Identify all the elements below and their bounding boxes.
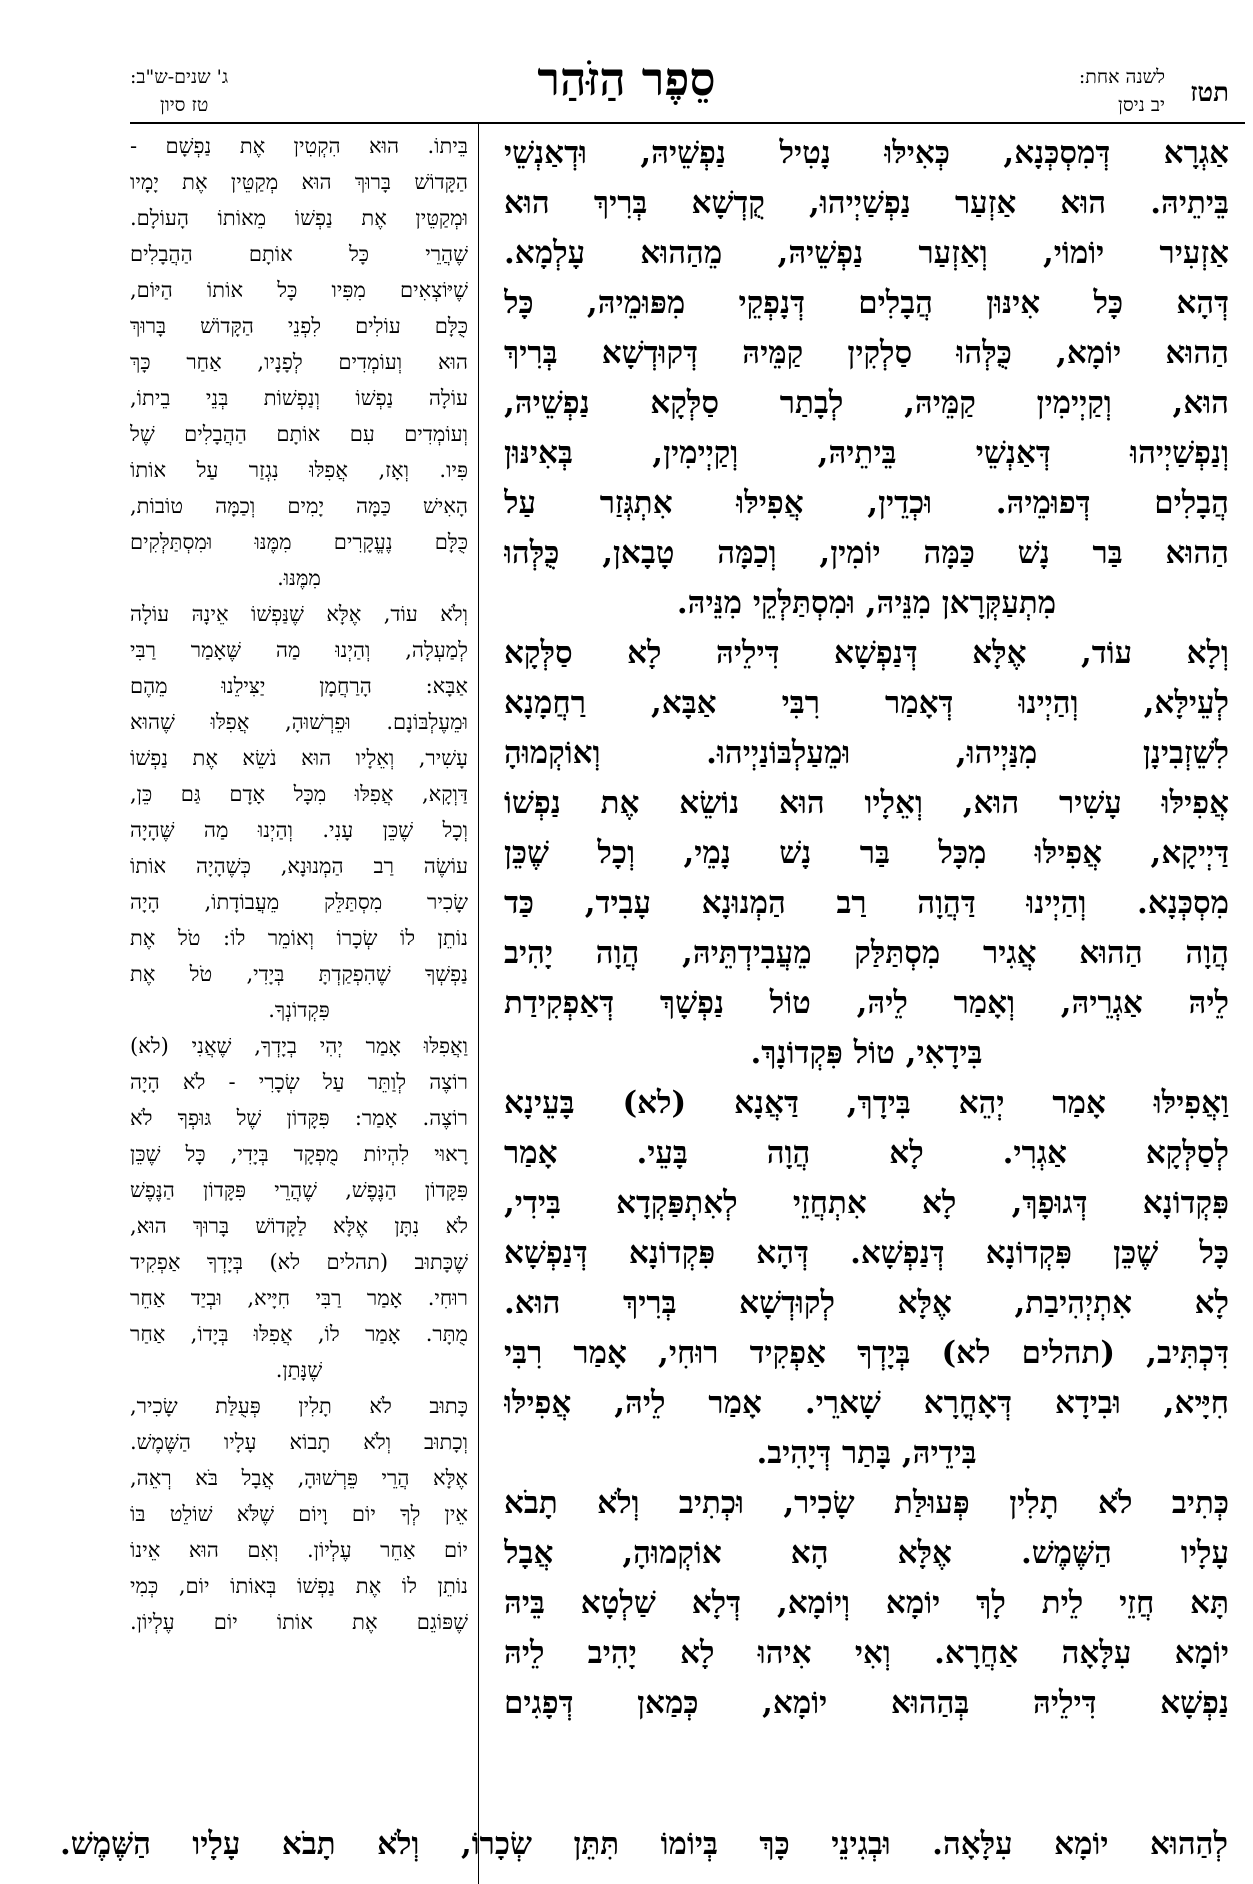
translation-text-line: הָאִישׁ כַּמָּה יָמִים וְכַמָּה טוֹבוֹת, [130, 494, 468, 518]
main-text-line: לְעֵילָּא, וְהַיְינוּ דְּאָמַר רִבִּי אַבָּא, רַחֲמָנָא [504, 685, 1229, 721]
main-text-line: מִתְעַקְּרָאן מִנֵּיהּ, וּמִסְתַּלְּקֵי מִנֵּיהּ. [676, 585, 1057, 621]
translation-text-line: וַאֲפִלּוּ אָמַר יְהִי בְיָדְךָ, שֶׁאֲנִי (לא) [130, 1034, 468, 1058]
translation-text-line: בֵּיתוֹ. הוּא הִקְטִין אֶת נַפְשָׁם - [130, 134, 468, 158]
main-text-line: וַאֲפִילּוּ אָמַר יְהֵא בִּידָךְ, דַּאֲנָא (לא) בָּעֵינָא [504, 1085, 1229, 1121]
main-text-line: הוּא, וְקַיְימִין קַמֵּיהּ, לְבָתַר סַלְּקָא נַפְשֵׁיהּ, [504, 385, 1229, 421]
main-text-line: בִּידֵיהּ, בָּתַר דְּיָהִיב. [756, 1435, 977, 1471]
translation-text-line: רוֹצֶה לְוַתֵּר עַל שְׂכָרִי - לֹא הָיָה [130, 1070, 468, 1094]
translation-text-line: פִּקָּדוֹן הַנֶּפֶשׁ, שֶׁהֲרֵי פִּקָּדוֹן הַנֶּפֶשׁ [130, 1178, 468, 1202]
translation-text-line: כָּתוּב לֹא תָלִין פְּעֻלַּת שָׂכִיר, [130, 1394, 468, 1418]
translation-text-line: כֻּלָּם נֶעֱקָרִים מִמֶּנּוּ וּמִסְתַּלְּקִים [130, 530, 468, 554]
main-text-line: לֵיהּ אַגְרֵיהּ, וְאָמַר לֵיהּ, טוֹל נַפְשָׁךְ דְּאַפְקִידַת [504, 985, 1229, 1021]
main-text-line: כְּתִיב לֹא תָלִין פְּעוּלַּת שָׂכִיר, וּכְתִיב וְלֹא תָבֹא [504, 1485, 1229, 1521]
main-text-last-line: לְהַהוּא יוֹמָא עִלָּאָה. וּבְגִינֵי כָּךְ בְּיוֹמוֹ תִּתֵּן שְׂכָרוֹ, וְלֹא תָבֹא עָלָיו הַשֶּׁמֶשׁ. [60, 1826, 1228, 1862]
translation-text-line: עָשִׁיר, וְאֵלָיו הוּא נֹשֵׂא אֶת נַפְשׁוֹ [130, 746, 468, 770]
translation-text-line: לְמַעְלָה, וְהַיְנוּ מַה שֶּׁאָמַר רַבִּי [130, 638, 468, 662]
translation-text-line: וְכָתוּב וְלֹא תָבוֹא עָלָיו הַשֶּׁמֶשׁ. [130, 1430, 468, 1454]
main-text-line: נַפְשָׁא דִּילֵיהּ בְּהַהוּא יוֹמָא, כְּמַאן דְּפָגִים [504, 1685, 1229, 1721]
page-title: סֵפֶר הַזֹּהַר [537, 52, 716, 106]
main-text-line: בִּידָאִי, טוֹל פִּקְדוֹנָךְ. [750, 1035, 983, 1071]
translation-text-line: מִמֶּנּוּ. [277, 566, 321, 590]
secondary-schedule-label: ג' שנים-ש"ב: [130, 66, 229, 88]
translation-text-line: עוֹשֶׂה רַב הַמְנוּנָא, כְּשֶׁהָיָה אוֹתוֹ [130, 854, 468, 878]
translation-text-line: אֵין לְךָ יוֹם וָיוֹם שֶׁלֹּא שׁוֹלֵט בּוֹ [130, 1502, 468, 1526]
main-text-line: לִשֵׁזְבִינָן מִנַּיְיהוּ, וּמֵעַלְבּוֹנַיְיהוּ. וְאוֹקְמוּהָ [504, 735, 1229, 771]
translation-text-line: שֶׁהֲרֵי כָּל אוֹתָם הַהֲבָלִים [130, 242, 468, 266]
translation-text-line: נַפְשְׁךָ שֶׁהִפְקַדְתָּ בְּיָדִי, טֹל אֶת [130, 962, 468, 986]
main-text-line: וְנַפְשַׁיְיהוּ דְּאַנְשֵׁי בֵּיתֵיהּ, וְקַיְימִין, בְּאִינּוּן [504, 435, 1229, 471]
translation-text-line: רוֹצֶה. אָמַר: פִּקָּדוֹן שֶׁל גּוּפְךָ לֹא [130, 1106, 468, 1130]
main-text-line: דְּהָא כָּל אִינּוּן הֲבָלִים דְּנָפְקֵי מִפּוּמֵיהּ, כָּל [504, 285, 1229, 321]
main-text-line: חִיָּיא, וּבִידָא דְּאָחֳרָא שָׁארֵי. אָמַר לֵיהּ, אֲפִילּוּ [504, 1385, 1229, 1421]
reading-schedule-date: יב ניסן [1118, 94, 1165, 116]
translation-text-line: וְלֹא עוֹד, אֶלָּא שֶׁנַּפְשׁוֹ אֵינָהּ עוֹלָה [130, 602, 468, 626]
header-rule [130, 122, 1245, 124]
translation-text-line: שֶׁכָּתוּב (תהלים לא) בְּיָדְךָ אַפְקִיד [130, 1250, 468, 1274]
main-text-line: הַהוּא יוֹמָא, כֻּלְּהוּ סַלְקִין קַמֵּיהּ דְּקוּדְשָׁא בְּרִיךְ [504, 335, 1229, 371]
page-number: תטז [1190, 78, 1229, 108]
translation-text-line: וּמְקַטֵּין אֶת נַפְשׁוֹ מֵאוֹתוֹ הָעוֹלָם. [130, 206, 468, 230]
reading-schedule-label: לשנה אחת: [1078, 66, 1165, 88]
translation-text-line: שֶׁיּוֹצְאִים מִפִּיו כָּל אוֹתוֹ הַיּוֹם, [130, 278, 468, 302]
main-text-line: הֲוָה הַהוּא אֲגִיר מִסְתַּלַּק מֵעֲבִידְתֵּיהּ, הֲוָה יָהִיב [504, 935, 1229, 971]
column-divider [478, 124, 479, 1884]
translation-text-line: אֶלָּא הֲרֵי פֵּרְשׁוּהָ, אֲבָל בֹּא רְאֵה, [130, 1466, 468, 1490]
translation-text-line: לֹא נִתָּן אֶלָּא לַקָּדוֹשׁ בָּרוּךְ הוּא, [130, 1214, 468, 1238]
secondary-schedule-date: טז סיון [160, 94, 209, 116]
translation-text-line: נוֹתֵן לוֹ שְׂכָרוֹ וְאוֹמֵר לוֹ: טֹל אֶת [130, 926, 468, 950]
translation-text-line: רוּחִי. אָמַר רַבִּי חִיָּיא, וּבְיַד אַחֵר [130, 1286, 468, 1310]
translation-text-line: שֶׁפּוֹגֵם אֶת אוֹתוֹ יוֹם עֶלְיוֹן. [130, 1610, 468, 1634]
translation-text-line: אַבָּא: הָרַחֲמָן יַצִּילֵנוּ מֵהֶם [130, 674, 468, 698]
translation-text-line: יוֹם אַחֵר עֶלְיוֹן. וְאִם הוּא אֵינוֹ [130, 1538, 468, 1562]
translation-text-line: שֶׁנָּתַן. [275, 1358, 323, 1382]
main-text-line: לְסַלְּקָא אַגְרִי. לָא הֲוָה בָּעֵי. אָמַר [504, 1135, 1229, 1171]
main-text-line: וְלָא עוֹד, אֶלָּא דְּנַפְשָׁא דִּילֵיהּ לָא סַלְּקָא [504, 635, 1229, 671]
translation-text-line: מֻתָּר. אָמַר לוֹ, אֲפִלּוּ בְּיָדוֹ, אַחַר [130, 1322, 468, 1346]
translation-text-line: רָאוּי לִהְיוֹת מֻפְקָד בְּיָדִי, כָּל שֶׁכֵּן [130, 1142, 468, 1166]
translation-text-line: דַּוְקָא, אֲפִלּוּ מִכָּל אָדָם גַּם כֵּן, [130, 782, 468, 806]
main-text-line: מִסְכְּנָא. וְהַיְינוּ דַּהֲוָה רַב הַמְנוּנָא עָבִיד, כַּד [504, 885, 1229, 921]
translation-text-line: פִּקְדוֹנְךָ. [268, 998, 330, 1022]
main-text-line: דִּכְתִּיב, (תהלים לא) בְּיָדְךָ אַפְקִיד רוּחִי, אָמַר רִבִּי [504, 1335, 1229, 1371]
main-text-line: הַהוּא בַּר נָשׁ כַּמָּה יוֹמִין, וְכַמָּה טָבָאן, כֻּלְּהוּ [504, 535, 1229, 571]
main-text-line: לָא אִתְיְהִיבַת, אֶלָּא לְקוּדְשָׁא בְּרִיךְ הוּא. [504, 1285, 1229, 1321]
main-text-line: כָּל שֶׁכֵּן פִּקְדוֹנָא דְּנַפְשָׁא. דְּהָא פִּקְדוֹנָא דְּנַפְשָׁא [504, 1235, 1229, 1271]
main-text-line: פִּקְדוֹנָא דְּגוּפָךְ, לָא אִתְחֲזֵי לְאִתְפַּקְדָא בִּידִי, [504, 1185, 1229, 1221]
translation-text-line: וְעוֹמְדִים עִם אוֹתָם הַהֲבָלִים שֶׁל [130, 422, 468, 446]
translation-text-line: עוֹלָה נַפְשׁוֹ וְנַפְשׁוֹת בְּנֵי בֵיתוֹ, [130, 386, 468, 410]
main-text-line: בֵּיתֵיהּ. הוּא אַזְעַר נַפְשַׁיְיהוּ, קֻדְשָׁא בְּרִיךְ הוּא [504, 185, 1229, 221]
translation-text-line: כֻּלָּם עוֹלִים לִפְנֵי הַקָּדוֹשׁ בָּרוּךְ [130, 314, 468, 338]
main-text-line: אַזְעִיר יוֹמוֹי, וְאַזְעַר נַפְשֵׁיהּ, מֵהַהוּא עָלְמָא. [504, 235, 1229, 271]
aramaic-text-column [504, 128, 1229, 1728]
translation-text-line: נוֹתֵן לוֹ אֶת נַפְשׁוֹ בְּאוֹתוֹ יוֹם, כְּמִי [130, 1574, 468, 1598]
translation-text-line: הַקָּדוֹשׁ בָּרוּךְ הוּא מְקַטֵּין אֶת יָמָיו [130, 170, 468, 194]
main-text-line: אַגְרָא דְּמִסְכְּנָא, כְּאִילּוּ נָטִיל נַפְשֵׁיהּ, וּדְאַנְשֵׁי [504, 135, 1229, 171]
translation-column [130, 128, 468, 1640]
main-text-line: יוֹמָא עִלָּאָה אַחֲרָא. וְאִי אִיהוּ לָא יָהִיב לֵיהּ [504, 1635, 1229, 1671]
main-text-line: הֲבָלִים דְּפוּמֵיהּ. וּכְדֵין, אֲפִילּוּ אִתְגְּזַר עַל [504, 485, 1229, 521]
translation-text-line: פִּיו. וְאָז, אֲפִלּוּ נִגְזַר עַל אוֹתוֹ [130, 458, 468, 482]
main-text-line: דַּיְיקָא, אֲפִילּוּ מִכָּל בַּר נָשׁ נָמֵי, וְכָל שֶׁכֵּן [504, 835, 1229, 871]
main-text-line: עָלָיו הַשֶּׁמֶשׁ. אֶלָּא הָא אוֹקְמוּהָ, אֲבָל [504, 1535, 1229, 1571]
main-text-line: אֲפִילּוּ עָשִׁיר הוּא, וְאֵלָיו הוּא נוֹשֵׂא אֶת נַפְשׁוֹ [504, 785, 1229, 821]
main-text-line: תָּא חֲזֵי לֵית לָךְ יוֹמָא וְיוֹמָא, דְּלָא שַׁלְטָא בֵּיהּ [504, 1585, 1229, 1621]
translation-text-line: וְכָל שֶׁכֵּן עָנִי. וְהַיְנוּ מַה שֶּׁהָיָה [130, 818, 468, 842]
translation-text-line: וּמֵעֶלְבּוֹנָם. וּפֵרְשׁוּהָ, אֲפִלּוּ שֶׁהוּא [130, 710, 468, 734]
page-header [0, 0, 1253, 118]
translation-text-line: הוּא וְעוֹמְדִים לְפָנָיו, אַחַר כָּךְ [130, 350, 468, 374]
translation-text-line: שָׂכִיר מִסְתַּלֵּק מֵעֲבוֹדָתוֹ, הָיָה [130, 890, 468, 914]
